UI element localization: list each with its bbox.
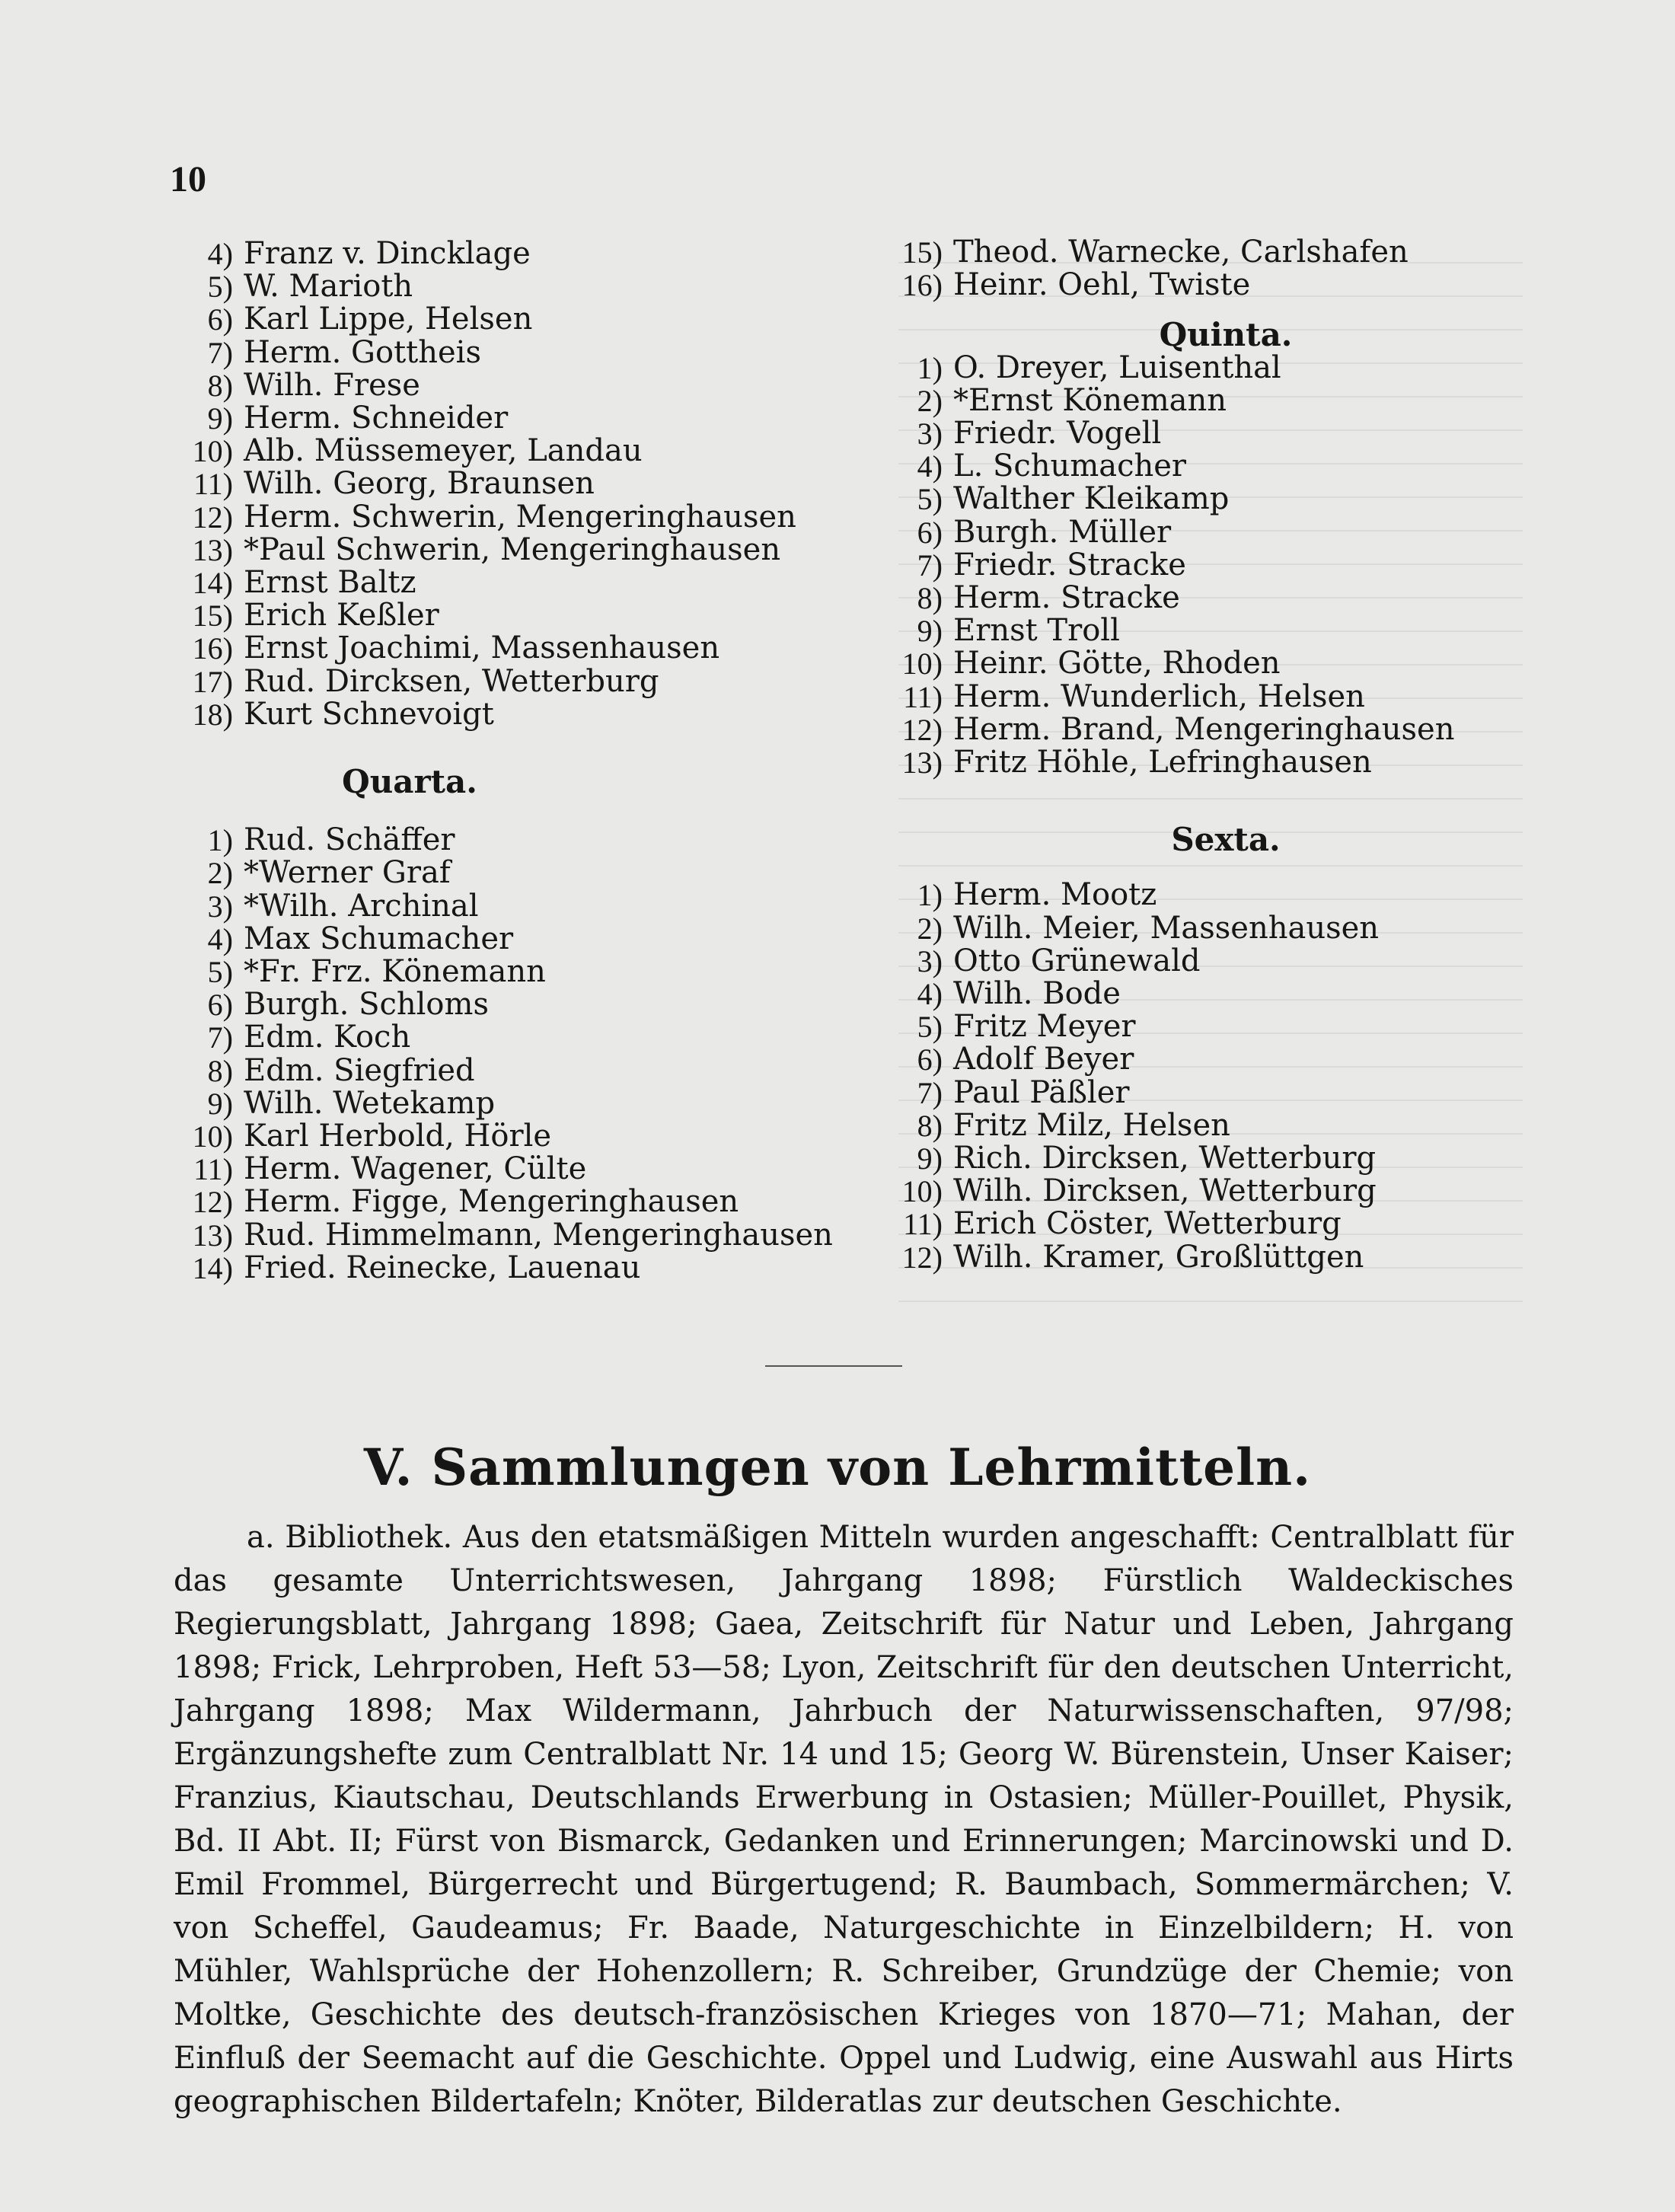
list-item: 7) Edm. Koch — [207, 1020, 411, 1055]
list-item: 11) Herm. Wunderlich, Helsen — [903, 678, 1365, 714]
list-item: 6) Adolf Beyer — [917, 1042, 1134, 1077]
list-item: 9) Herm. Schneider — [207, 401, 509, 436]
list-item: 4) Wilh. Bode — [917, 976, 1121, 1012]
list-item: 3) Friedr. Vogell — [917, 416, 1162, 452]
list-item: 16) Heinr. Oehl, Twiste — [901, 267, 1251, 303]
section-heading: V. Sammlungen von Lehrmitteln. — [363, 1438, 1312, 1497]
quinta-list — [883, 352, 1568, 780]
list-item: 11) Wilh. Georg, Braunsen — [193, 466, 595, 502]
paragraph-text: a. Bibliothek. Aus den etatsmäßigen Mitteln wurden angeschafft: Centralblatt für das gesamte Unterrichtswesen, Jahrgang 1898; Fürstlich Waldeckisches Regierungsblatt, Jahrgang 1898; Gaea, Zeitschrift für Natur und Leben, Jahrgang 1898; Frick, Lehrproben, Heft 53—58; Lyon, Zeitschrift für den deutschen Unterricht, Jahrgang 1898; Max Wildermann, Jahrbuch der Naturwissenschaften, 97/98; Ergänzungshefte zum Centralblatt Nr. 14 und 15; Georg W. Bürenstein, Unser Kaiser; Franzius, Kiautschau, Deutschlands Erwerbung in Ostasien; Müller-Pouillet, Physik, Bd. II Abt. II; Fürst von Bismarck, Gedanken und Erinnerungen; Marcinowski und D. Emil Frommel, Bürgerrecht und Bürgertugend; R. Baumbach, Sommermärchen; V. von Scheffel, Gaudeamus; Fr. Baade, Naturgeschichte in Einzelbildern; H. von Mühler, Wahlsprüche der Hohenzollern; R. Schreiber, Grundzüge der Chemie; von Moltke, Geschichte des deutsch-französischen Krieges von 1870—71; Mahan, der Einfluß der Seemacht auf die Geschichte. Oppel und Ludwig, eine Auswahl aus Hirts geographischen Bildertafeln; Knöter, Bilderatlas zur deutschen Geschichte. — [174, 1520, 1514, 2119]
sexta-list — [883, 879, 1568, 1273]
list-item: 9) Ernst Troll — [917, 613, 1120, 649]
list-item: 4) L. Schumacher — [917, 448, 1187, 484]
list-item: 7) Friedr. Stracke — [917, 547, 1186, 583]
list-item: 5) W. Marioth — [207, 269, 413, 305]
list-item: 12) Herm. Schwerin, Mengeringhausen — [192, 499, 796, 535]
list-item: 2) *Ernst Könemann — [917, 382, 1227, 418]
list-item: 8) Fritz Milz, Helsen — [917, 1107, 1230, 1143]
section-divider — [765, 1365, 902, 1367]
list-item: 17) Rud. Dircksen, Wetterburg — [192, 663, 659, 699]
continued-class-list — [174, 238, 859, 731]
list-item: 1) O. Dreyer, Luisenthal — [917, 350, 1281, 385]
list-item: 11) Erich Cöster, Wetterburg — [903, 1206, 1342, 1242]
list-item: 15) Theod. Warnecke, Carlshafen — [901, 235, 1409, 270]
list-item: 12) Wilh. Kramer, Großlüttgen — [901, 1239, 1364, 1275]
list-item: 5) *Fr. Frz. Könemann — [207, 954, 546, 990]
list-item: 13) Rud. Himmelmann, Mengeringhausen — [192, 1217, 833, 1253]
list-item: 2) Wilh. Meier, Massenhausen — [917, 910, 1380, 946]
list-item: 6) Burgh. Schloms — [207, 987, 489, 1023]
right-column — [883, 236, 1568, 1274]
list-item: 2) *Werner Graf — [207, 855, 451, 891]
list-item: 6) Karl Lippe, Helsen — [207, 302, 533, 337]
list-item: 10) Heinr. Götte, Rhoden — [901, 646, 1281, 681]
list-item: 8) Herm. Stracke — [917, 580, 1180, 616]
list-item: 9) Wilh. Wetekamp — [207, 1085, 496, 1121]
list-item: 8) Edm. Siegfried — [207, 1052, 475, 1088]
list-item: 7) Paul Päßler — [917, 1074, 1130, 1110]
list-item: 12) Herm. Brand, Mengeringhausen — [901, 711, 1455, 747]
list-item: 14) Fried. Reinecke, Lauenau — [192, 1250, 641, 1285]
quarta-list — [174, 824, 859, 1285]
list-item: 1) Rud. Schäffer — [207, 822, 455, 858]
page-number: 10 — [170, 159, 206, 199]
section-paragraph — [174, 1516, 1514, 2124]
sexta-heading: Sexta. — [1171, 821, 1281, 859]
list-item: 13) *Paul Schwerin, Mengeringhausen — [192, 531, 781, 567]
list-item: 11) Herm. Wagener, Cülte — [193, 1151, 587, 1187]
list-item: 5) Fritz Meyer — [917, 1009, 1136, 1045]
list-item: 3) Otto Grünewald — [917, 943, 1201, 978]
list-item: 14) Ernst Baltz — [192, 565, 416, 601]
list-item: 3) *Wilh. Archinal — [207, 888, 479, 924]
list-item: 12) Herm. Figge, Mengeringhausen — [192, 1184, 739, 1220]
list-item: 6) Burgh. Müller — [917, 514, 1172, 550]
list-item: 4) Max Schumacher — [207, 921, 514, 956]
list-item: 1) Herm. Mootz — [917, 877, 1157, 913]
list-item: 4) Franz v. Dincklage — [207, 236, 531, 271]
list-item: 16) Ernst Joachimi, Massenhausen — [192, 630, 720, 666]
list-item: 5) Walther Kleikamp — [917, 481, 1230, 517]
left-column — [174, 238, 859, 1285]
list-item: 10) Alb. Müssemeyer, Landau — [192, 433, 643, 469]
list-item: 8) Wilh. Frese — [207, 367, 420, 403]
list-item: 18) Kurt Schnevoigt — [192, 696, 494, 732]
list-item: 7) Herm. Gottheis — [207, 334, 481, 370]
list-item: 10) Wilh. Dircksen, Wetterburg — [901, 1173, 1377, 1209]
quinta-heading: Quinta. — [1159, 316, 1293, 354]
list-item: 13) Fritz Höhle, Lefringhausen — [901, 745, 1372, 780]
list-item: 10) Karl Herbold, Hörle — [192, 1119, 552, 1154]
list-item: 15) Erich Keßler — [192, 598, 439, 634]
list-item: 9) Rich. Dircksen, Wetterburg — [917, 1141, 1377, 1176]
continued-class-list — [883, 236, 1568, 302]
quarta-heading: Quarta. — [342, 763, 477, 801]
